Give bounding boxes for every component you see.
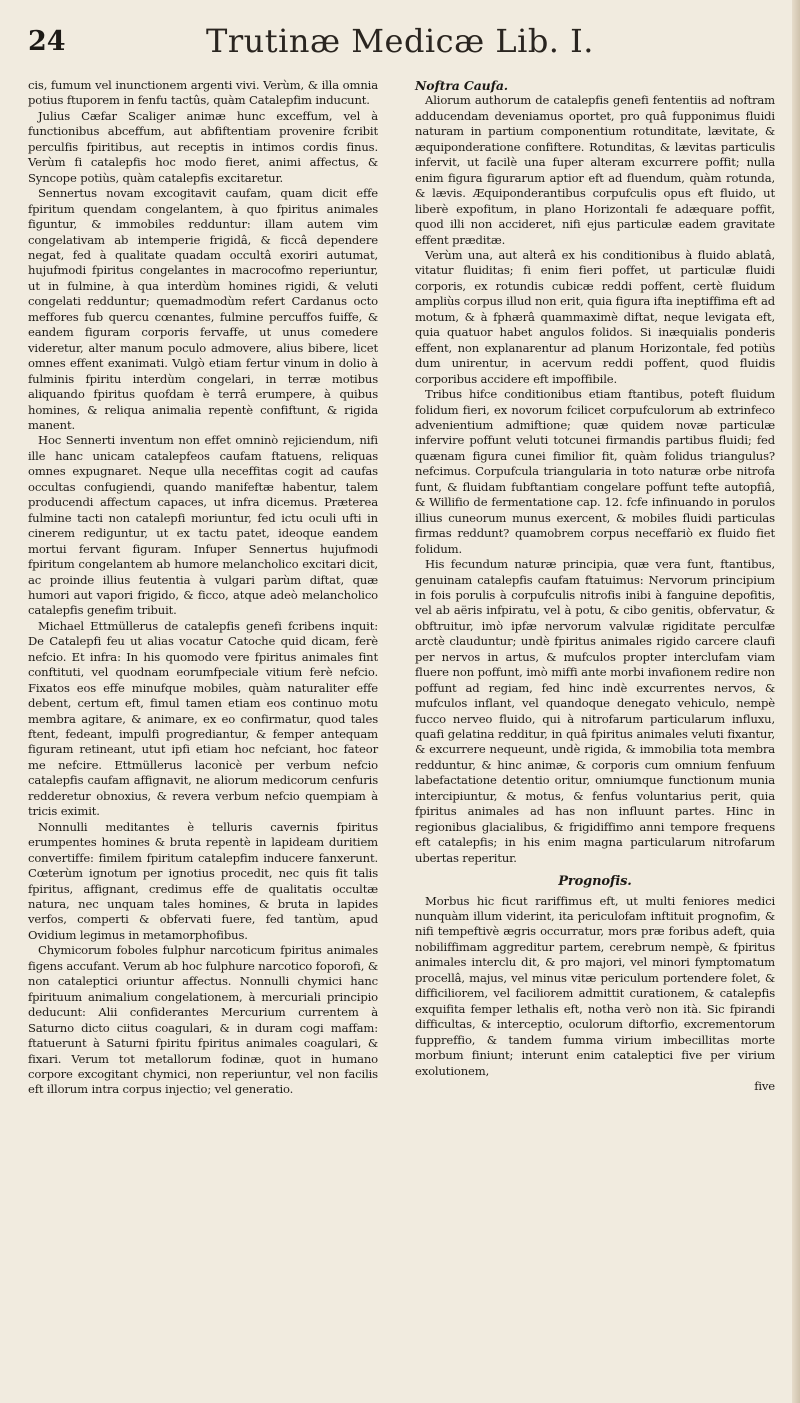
page-number: 24 xyxy=(28,26,66,57)
section-heading: Noftra Caufa. xyxy=(415,78,508,93)
left-paragraph: Hoc Sennerti inventum non effet omninò rejiciendum, nifi ille hanc unicam catalepfeos caufam ftatuens, reliquas omnes expugnaret. Neque ulla neceffitas cogit ad caufas occultas confugiendi, quando manifeftæ habentur, talem producendi affectum capaces, ut infra dicemus. Præterea fulmine tacti non catalepfi moriuntur, fed ictu oculi ufti in cinerem rediguntur, ut ex tactu patet, ideoque eandem mortui fervant figuram. Infuper Sennertus hujufmodi fpiritum congelantem ab humore melancholico excitari dicit, ac proinde illius feutentia à vulgari parùm diftat, quæ humori aut vapori frigido, & ficco, atque adeò melancholico catalepfis genefim tribuit. xyxy=(28,433,378,618)
left-paragraph: Sennertus novam excogitavit caufam, quam dicit effe fpiritum quendam congelantem, à quo fpiritus animales figuntur, & immobiles redduntur: illam autem vim congelativam ab intemperie frigidâ, & ficcâ dependere negat, fed à qualitate quadam occultâ exoriri autumat, hujufmodi fpiritus congelantes in macrocofmo reperiuntur, ut in fulmine, à qua interdùm homines rigidi, & veluti congelati redduntur; quemadmodùm refert Cardanus octo meffores fub quercu cœnantes, fulmine percuffos fuiffe, & eandem figuram corporis fervaffe, ut unus comedere videretur, alter manum poculo admovere, alius bibere, licet omnes effent exanimati. Vulgò etiam fertur vinum in dolio à fulminis fpiritu interdùm congelari, in terræ motibus aliquando fpiritus quofdam è terrâ erumpere, à quibus homines, & reliqua animalia repentè confiftunt, & rigida manent. xyxy=(28,186,378,432)
page-header xyxy=(28,22,772,62)
left-paragraph: Michael Ettmüllerus de catalepfis genefi fcribens inquit: De Catalepfi feu ut alias vocatur Catoche quid dicam, ferè nefcio. Et infra: In his quomodo vere fpiritus animales fint conftituti, vel quodnam eorumfpeciale vitium ferè nefcio. Fixatos eos effe minufque mobiles, quàm naturaliter effe debent, certum eft, fimul tamen etiam eos continuo motu membra agitare, & animare, ex eo confirmatur, quod tales ftent, fedeant, impulfi progrediantur, & femper antequam figuram retineant, utut ipfi etiam hoc nefciant, hoc fateor me nefcire. Ettmüllerus laconicè per verbum nefcio catalepfis caufam affignavit, ne aliorum medicorum cenfuris redderetur obnoxius, & revera verbum nefcio quempiam à tricis eximit. xyxy=(28,618,378,819)
left-paragraph: cis, fumum vel inunctionem argenti vivi. Verùm, & illa omnia potius ftuporem in fenfu tactûs, quàm Catalepfim inducunt. xyxy=(28,78,378,108)
running-title: Trutinæ Medicæ Lib. I. xyxy=(206,22,594,60)
right-column xyxy=(415,78,775,1094)
catchword: five xyxy=(754,1079,775,1093)
left-paragraph: Chymicorum foboles fulphur narcoticum fpiritus animales figens accufant. Verum ab hoc fulphure narcotico foporofi, & non cataleptici oriuntur affectus. Nonnulli chymici hanc fpirituum animalium congelationem, à mercuriali principio deducunt: Alii confiderantes Mercurium currentem à Saturno dicto ciitus coagulari, & in duram cogi maffam: ftatuerunt à Saturni fpiritu fpiritus animales coagulari, & fixari. Verum tot metallorum fodinæ, quot in humano corpore excogitant chymici, non reperiuntur, vel non facilis eft illorum intra corpus injectio; vel generatio. xyxy=(28,943,378,1097)
right-paragraph: Aliorum authorum de catalepfis genefi fententiis ad noftram adducendam deveniamus oportet, pro quâ fupponimus fluidi naturam in partium componentium rotunditate, lævitate, & æquiponderatione confiftere. Rotunditas, & lævitas particulis infervit, ut facilè una fuper alteram excurrere poffit; nulla enim figura figurarum aptior eft ad fluendum, quàm rotunda, & lævis. Æquiponderantibus corpufculis opus eft fluido, ut liberè expofitum, in plano Horizontali fe adæquare poffit, quod illi non accideret, nifi ejus particulæ eadem gravitate effent præditæ. xyxy=(415,93,775,247)
page-spine-edge xyxy=(792,0,800,1403)
prognosis-heading: Prognofis. xyxy=(558,874,632,890)
right-paragraph: Tribus hifce conditionibus etiam ftantibus, poteft fluidum folidum fieri, ex novorum fcilicet corpufculorum ab extrinfeco advenientium admiftione; quæ quidem novæ particulæ infervire poffunt veluti totcunei firmandis partibus fluidi; fed quænam figura cunei fimilior fit, quàm folidus triangulus? nefcimus. Corpufcula triangularia in toto naturæ orbe nitrofa funt, & fluidam fubftantiam congelare poffunt tefte autopfiâ, & Willifio de fermentatione cap. 12. fcfe infinuando in porulos illius cuneorum munus exercent, & mobiles fluidi particulas firmas reddunt? quamobrem corpus neceffariò ex fluido fiet folidum. xyxy=(415,387,775,556)
left-paragraph: Nonnulli meditantes è telluris cavernis fpiritus erumpentes homines & bruta repentè in lapideam duritiem convertiffe: fimilem fpiritum catalepfim inducere fanxerunt. Cœterùm ignotum per ignotius procedit, nec quis fit talis fpiritus, affignant, credimus effe de qualitatis occultæ natura, nec unquam tales homines, & bruta in lapides verfos, comperti & obfervati fuere, fed tantùm, apud Ovidium legimus in metamorphofibus. xyxy=(28,819,378,942)
left-paragraph: Julius Cæfar Scaliger animæ hunc exceffum, vel à functionibus abceffum, aut abfiftentiam provenire fcribit perculfis fpiritibus, aut receptis in intimos cordis finus. Verùm fi catalepfis hoc modo fieret, animi affectus, & Syncope potiùs, quàm catalepfis excitaretur. xyxy=(28,108,378,185)
prognosis-paragraph: Morbus hic ficut rariffimus eft, ut multi feniores medici nunquàm illum viderint, ita periculofam inftituit prognofim, & nifi tempeftivè ægris occurratur, mors præ foribus adeft, quia nobiliffimam aggreditur partem, cerebrum nempè, & fpiritus animales interclu dit, & pro majori, vel minori fymptomatum procellâ, majus, vel minus vitæ periculum portendere folet, & difficiliorem, vel faciliorem admittit curationem, & catalepfis exquifita femper lethalis eft, notha verò non ità. Sic fpirandi difficultas, & interceptio, oculorum diftorfio, excrementorum fuppreffio, & tandem fumma virium imbecillitas morte morbum finiunt; interunt enim cataleptici five per virium exolutionem, xyxy=(415,893,775,1078)
right-paragraph: His fecundum naturæ principia, quæ vera funt, ftantibus, genuinam catalepfis caufam ftatuimus: Nervorum principium in fois porulis à corpufculis nitrofis inibi à fanguine depofitis, vel ab aëris infpiratu, vel à potu, & cibo genitis, obfervatur, & obftruitur, imò ipfæ nervorum valvulæ rigiditate perculfæ arctè clauduntur; undè fpiritus animales rigido carcere claufi per nervos in artus, & mufculos propter interclufam viam fluere non poffunt, imò miffi ante morbi invafionem redire non poffunt ad regiam, fed hinc indè excurrentes nervos, & mufculos inflant, vel quandoque denegato vehiculo, nempè fucco nerveo fluido, qui à nitrofarum particularum influxu, quafi gelatina redditur, in quâ fpiritus animales veluti fixantur, & excurrere nequeunt, undè rigida, & immobilia tota membra redduntur, & hinc animæ, & corporis cum omnium fenfuum labefactatione detentio oritur, omniumque functionum munia intercipiuntur, & motus, & fenfus voluntarius perit, quia fpiritus animales ad has non influunt partes. Hinc in regionibus glacialibus, & frigidiffimo anni tempore frequens eft catalepfis; in his enim magna particularum nitrofarum ubertas reperitur. xyxy=(415,557,775,865)
left-column xyxy=(28,78,378,1098)
right-paragraph: Verùm una, aut alterâ ex his conditionibus à fluido ablatâ, vitatur fluiditas; fi enim fieri poffet, ut particulæ fluidi corporis, ex rotundis cubicæ reddi poffent, certè fluidum ampliùs corpus illud non erit, quia figura ifta ineptiffima eft ad motum, & à fphærâ quammaximè diftat, neque levigata eft, quia quatuor habet angulos folidos. Si inæquialis ponderis effent, non explanarentur ad planum Horizontale, fed potiùs dum unirentur, in acervum reddi poffent, quod fluidis corporibus accidere eft impoffibile. xyxy=(415,247,775,386)
